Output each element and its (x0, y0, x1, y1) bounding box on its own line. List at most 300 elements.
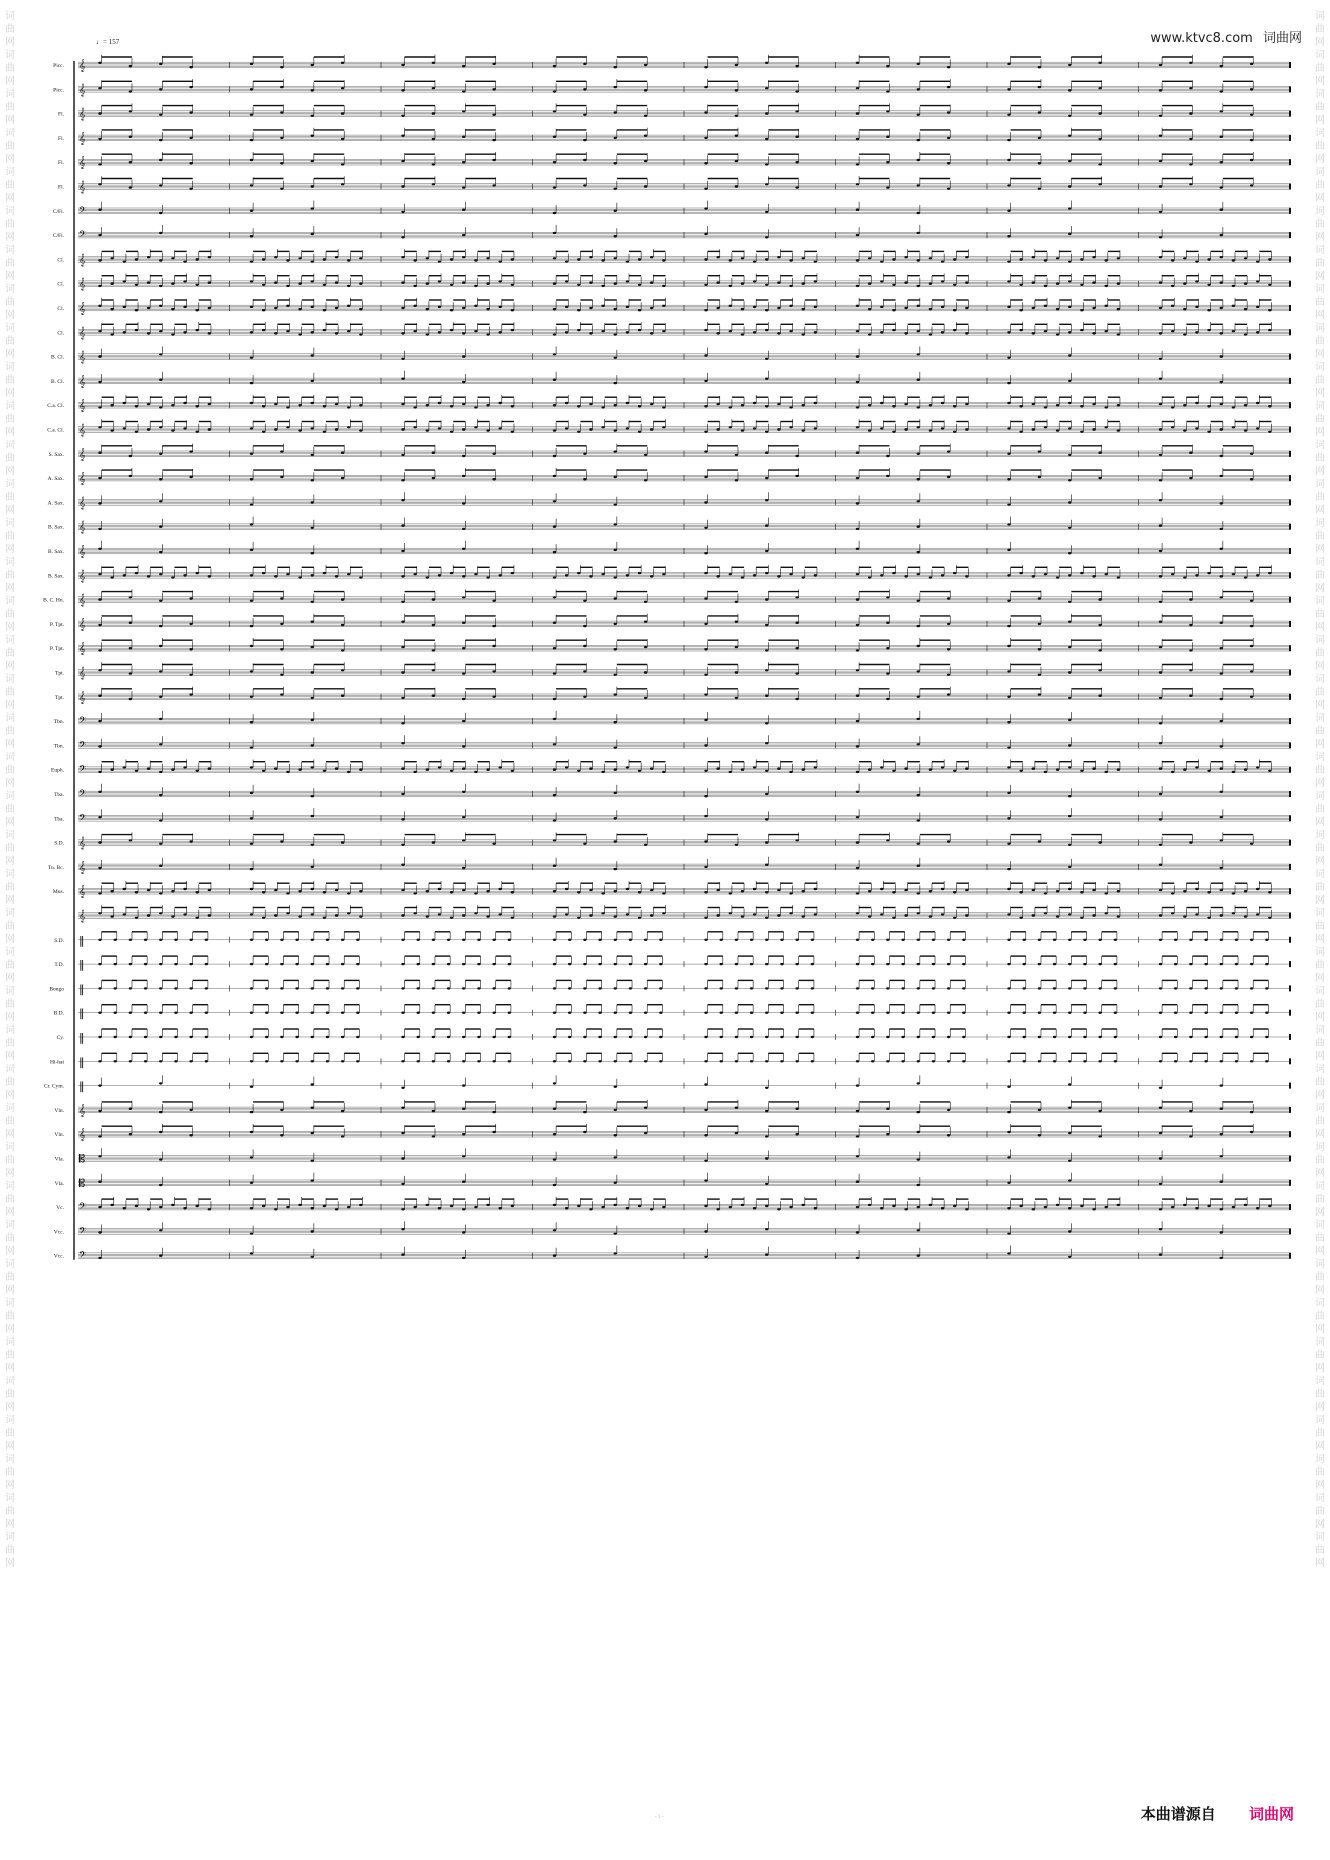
note-head (250, 235, 253, 237)
staff-label: C.a. Cl. (47, 427, 64, 434)
note-head (426, 429, 429, 431)
note-head (932, 939, 935, 941)
note-head (1265, 987, 1268, 989)
note-head (917, 939, 920, 941)
note-head (598, 939, 601, 941)
note-head (159, 625, 162, 627)
note-head (553, 769, 556, 771)
note-head (462, 987, 465, 989)
note-head (401, 378, 404, 380)
note-head (1220, 767, 1223, 769)
note-head (492, 139, 495, 141)
note-head (413, 912, 416, 914)
note-head (565, 913, 568, 915)
note-head (644, 939, 647, 941)
note-head (123, 766, 126, 768)
note-head (1032, 332, 1035, 334)
note-head (250, 1036, 253, 1038)
note-head (326, 1012, 329, 1014)
note-head (765, 695, 768, 697)
note-head (462, 767, 465, 769)
site-url-link[interactable]: www.ktvc8.com (1150, 31, 1253, 46)
note-head (553, 743, 556, 745)
note-head (359, 333, 362, 335)
note-head (450, 405, 453, 407)
note-head (98, 234, 101, 236)
note-head (413, 573, 416, 575)
note-head (113, 939, 116, 941)
note-head (1007, 478, 1010, 480)
note-head (729, 259, 732, 261)
note-head (917, 353, 920, 355)
note-head (917, 573, 920, 575)
note-head (650, 332, 653, 334)
note-head (1019, 917, 1022, 919)
note-head (432, 649, 435, 651)
note-head (323, 284, 326, 286)
note-head (553, 283, 556, 285)
staff-label: Cl. (57, 257, 64, 264)
note-head (262, 405, 265, 407)
note-head (171, 429, 174, 431)
note-head (1068, 913, 1071, 915)
note-head (1159, 403, 1162, 405)
note-head (401, 428, 404, 430)
note-head (856, 285, 859, 287)
note-head (886, 647, 889, 649)
note-head (311, 1012, 314, 1014)
note-head (401, 454, 404, 456)
note-head (856, 649, 859, 651)
note-head (1220, 1036, 1223, 1038)
note-head (123, 260, 126, 262)
note-head (589, 428, 592, 430)
note-head (1038, 693, 1041, 695)
note-head (280, 137, 283, 139)
note-head (341, 87, 344, 89)
note-head (183, 574, 186, 576)
note-head (932, 1012, 935, 1014)
note-head (262, 309, 265, 311)
note-head (662, 330, 665, 332)
note-head (262, 891, 265, 893)
staff (48, 492, 1290, 509)
note-head (1250, 625, 1253, 627)
note-head (280, 963, 283, 965)
note-head (1114, 1012, 1117, 1014)
note-head (802, 576, 805, 578)
note-head (814, 766, 817, 768)
note-head (492, 159, 495, 161)
note-head (1007, 888, 1010, 890)
note-head (777, 281, 780, 283)
note-head (811, 1012, 814, 1014)
note-head (765, 358, 768, 360)
note-head (1220, 161, 1223, 163)
note-head (1007, 549, 1010, 551)
staff (49, 444, 1290, 461)
note-head (477, 1036, 480, 1038)
note-head (189, 648, 192, 650)
note-head (208, 767, 211, 769)
note-head (1068, 987, 1071, 989)
note-head (1159, 236, 1162, 238)
note-head (589, 256, 592, 258)
note-head (159, 670, 162, 672)
note-head (802, 769, 805, 771)
note-head (1159, 767, 1162, 769)
note-head (568, 987, 571, 989)
note-head (704, 866, 707, 868)
note-head (704, 233, 707, 235)
note-head (110, 257, 113, 259)
note-head (1159, 818, 1162, 820)
note-head (614, 188, 617, 190)
note-head (729, 892, 732, 894)
note-head (189, 111, 192, 113)
note-head (886, 939, 889, 941)
note-head (486, 308, 489, 310)
note-head (765, 163, 768, 165)
note-head (802, 890, 805, 892)
note-head (144, 963, 147, 965)
note-head (280, 674, 283, 676)
note-head (1007, 402, 1010, 404)
note-head (280, 939, 283, 941)
note-head (208, 256, 211, 258)
note-head (286, 771, 289, 773)
note-head (250, 600, 253, 602)
note-head (341, 1036, 344, 1038)
note-head (250, 260, 253, 262)
note-head (1268, 431, 1271, 433)
note-head (250, 645, 253, 647)
note-head (1220, 647, 1223, 649)
note-head (432, 87, 435, 89)
note-head (250, 549, 253, 551)
note-head (189, 693, 192, 695)
note-head (1080, 917, 1083, 919)
note-head (780, 963, 783, 965)
note-head (1207, 258, 1210, 260)
note-head (904, 428, 907, 430)
staff-label: Tpt. (54, 670, 64, 677)
note-head (780, 939, 783, 941)
clef-symbol: 𝄞 (79, 131, 86, 145)
clef-symbol: 𝄞 (79, 107, 86, 121)
note-head (462, 65, 465, 67)
note-head (856, 1012, 859, 1014)
note-head (262, 917, 265, 919)
note-head (614, 283, 617, 285)
note-head (135, 431, 138, 433)
note-head (1159, 1036, 1162, 1038)
note-head (250, 453, 253, 455)
note-head (159, 88, 162, 90)
note-head (159, 1060, 162, 1062)
note-head (789, 285, 792, 287)
note-head (598, 963, 601, 965)
staff (53, 881, 1290, 898)
note-head (741, 308, 744, 310)
note-head (311, 160, 314, 162)
staff (54, 735, 1290, 752)
note-head (947, 939, 950, 941)
note-head (189, 137, 192, 139)
note-head (1220, 939, 1223, 941)
note-head (196, 770, 199, 772)
note-head (123, 331, 126, 333)
note-head (1159, 963, 1162, 965)
note-head (1105, 426, 1108, 428)
note-head (462, 889, 465, 891)
note-head (917, 500, 920, 502)
note-head (638, 572, 641, 574)
note-head (765, 1036, 768, 1038)
note-head (1056, 308, 1059, 310)
note-head (432, 62, 435, 64)
note-head (583, 987, 586, 989)
note-head (1220, 90, 1223, 92)
note-head (432, 695, 435, 697)
note-head (577, 770, 580, 772)
note-head (462, 234, 465, 236)
note-head (189, 1036, 192, 1038)
note-head (626, 888, 629, 890)
note-head (438, 260, 441, 262)
note-head (183, 306, 186, 308)
note-head (311, 354, 314, 356)
note-head (1268, 770, 1271, 772)
note-head (129, 455, 132, 457)
note-head (1250, 963, 1253, 965)
note-head (159, 379, 162, 381)
note-head (1083, 1012, 1086, 1014)
note-head (413, 771, 416, 773)
note-head (1083, 939, 1086, 941)
note-head (1056, 333, 1059, 335)
note-head (432, 987, 435, 989)
staff-label: Bongo (49, 986, 64, 993)
note-head (426, 333, 429, 335)
staff (57, 249, 1290, 266)
note-head (1092, 307, 1095, 309)
note-head (1220, 622, 1223, 624)
note-head (741, 404, 744, 406)
note-head (286, 406, 289, 408)
note-head (135, 329, 138, 331)
note-head (265, 963, 268, 965)
note-head (1080, 284, 1083, 286)
note-head (1068, 527, 1071, 529)
note-head (432, 163, 435, 165)
note-head (159, 843, 162, 845)
note-head (1159, 914, 1162, 916)
note-head (147, 767, 150, 769)
note-head (341, 138, 344, 140)
clef-symbol: 𝄞 (79, 302, 86, 315)
note-head (196, 891, 199, 893)
clef-symbol: 𝄞 (79, 836, 86, 850)
note-head (1159, 889, 1162, 891)
note-head (98, 406, 101, 408)
note-head (1098, 183, 1101, 185)
note-head (1098, 62, 1101, 64)
note-head (511, 405, 514, 407)
note-head (335, 889, 338, 891)
note-head (189, 623, 192, 625)
note-head (1007, 63, 1010, 65)
note-head (311, 207, 314, 209)
note-head (553, 65, 556, 67)
note-head (438, 888, 441, 890)
note-head (1159, 742, 1162, 744)
note-head (311, 185, 314, 187)
note-head (98, 452, 101, 454)
note-head (462, 575, 465, 577)
note-head (765, 864, 768, 866)
note-head (765, 624, 768, 626)
note-head (795, 839, 798, 841)
note-head (716, 307, 719, 309)
note-head (147, 575, 150, 577)
note-head (583, 625, 586, 627)
note-head (1159, 211, 1162, 213)
note-head (1068, 697, 1071, 699)
note-head (1019, 284, 1022, 286)
note-head (553, 915, 556, 917)
note-head (729, 285, 732, 287)
clef-symbol: 𝄢 (79, 788, 87, 801)
note-head (462, 136, 465, 138)
note-head (432, 669, 435, 671)
note-head (1220, 698, 1223, 700)
note-head (1114, 1036, 1117, 1038)
note-head (196, 309, 199, 311)
note-head (1207, 891, 1210, 893)
note-head (553, 455, 556, 457)
note-head (274, 403, 277, 405)
note-head (886, 136, 889, 138)
note-head (341, 939, 344, 941)
note-head (886, 455, 889, 457)
note-head (1038, 111, 1041, 113)
note-head (98, 1060, 101, 1062)
note-head (750, 1036, 753, 1038)
note-head (147, 428, 150, 430)
note-head (1038, 137, 1041, 139)
note-head (892, 258, 895, 260)
note-head (871, 1036, 874, 1038)
note-head (917, 819, 920, 821)
note-head (917, 285, 920, 287)
note-head (1038, 162, 1041, 164)
note-head (1068, 866, 1071, 868)
note-head (359, 890, 362, 892)
clef-symbol: 𝄞 (79, 59, 86, 72)
note-head (901, 939, 904, 941)
clef-symbol: 𝄞 (79, 617, 86, 631)
note-head (474, 330, 477, 332)
note-head (892, 309, 895, 311)
note-head (880, 913, 883, 915)
note-head (1007, 235, 1010, 237)
note-head (577, 891, 580, 893)
note-head (129, 963, 132, 965)
note-head (1250, 184, 1253, 186)
note-head (492, 114, 495, 116)
note-head (1092, 889, 1095, 891)
note-head (1265, 963, 1268, 965)
note-head (1068, 888, 1071, 890)
note-head (492, 184, 495, 186)
note-head (704, 284, 707, 286)
note-head (553, 500, 556, 502)
note-head (1007, 139, 1010, 141)
note-head (1174, 939, 1177, 941)
note-head (856, 305, 859, 307)
note-head (953, 258, 956, 260)
note-head (589, 307, 592, 309)
note-head (129, 1060, 132, 1062)
note-head (280, 1012, 283, 1014)
note-head (965, 332, 968, 334)
note-head (159, 819, 162, 821)
staff-label: P. Tpt. (49, 646, 64, 653)
note-head (1056, 769, 1059, 771)
note-head (1235, 939, 1238, 941)
note-head (159, 526, 162, 528)
note-head (1080, 572, 1083, 574)
note-head (274, 428, 277, 430)
note-head (98, 939, 101, 941)
note-head (347, 912, 350, 914)
note-head (795, 110, 798, 112)
note-head (1207, 284, 1210, 286)
note-head (341, 669, 344, 671)
note-head (1044, 330, 1047, 332)
note-head (947, 597, 950, 599)
note-head (1114, 987, 1117, 989)
note-head (753, 766, 756, 768)
note-head (401, 499, 404, 501)
note-head (311, 402, 314, 404)
note-head (1007, 382, 1010, 384)
note-head (953, 284, 956, 286)
staff-label: C/Fl. (52, 208, 64, 215)
note-head (614, 769, 617, 771)
note-head (401, 1012, 404, 1014)
staff-label: B.D. (53, 1010, 64, 1017)
note-head (401, 963, 404, 965)
note-head (716, 889, 719, 891)
note-head (553, 576, 556, 578)
note-head (802, 915, 805, 917)
note-head (250, 503, 253, 505)
note-head (113, 1036, 116, 1038)
note-head (1007, 260, 1010, 262)
note-head (1019, 309, 1022, 311)
note-head (868, 769, 871, 771)
clef-symbol: 𝄞 (79, 277, 86, 291)
note-head (298, 333, 301, 335)
note-head (1019, 329, 1022, 331)
note-head (780, 1012, 783, 1014)
note-head (1220, 548, 1223, 550)
note-head (196, 329, 199, 331)
note-head (401, 115, 404, 117)
staff-label: Picc. (53, 63, 64, 69)
